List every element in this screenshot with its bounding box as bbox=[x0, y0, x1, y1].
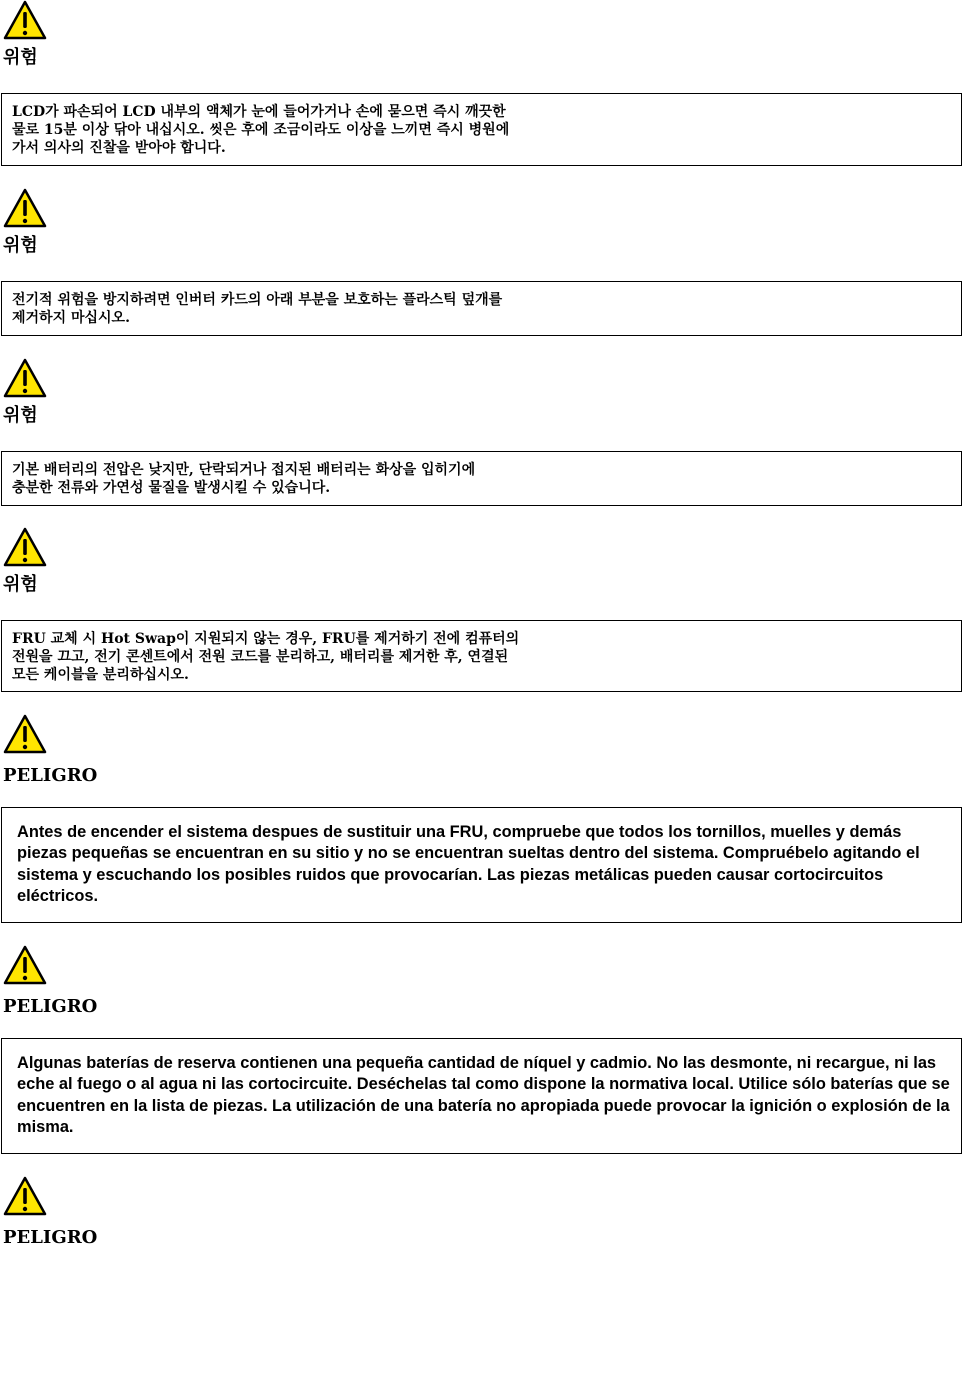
notice-box bbox=[1, 281, 962, 336]
warning-icon bbox=[3, 1176, 47, 1216]
warning-icon bbox=[3, 527, 47, 567]
peligro-heading: PELIGRO bbox=[3, 765, 98, 786]
warning-icon bbox=[3, 0, 47, 40]
notice-box bbox=[1, 620, 962, 692]
notice-box bbox=[1, 807, 962, 923]
notice-box bbox=[1, 451, 962, 506]
danger-heading: 위험 bbox=[3, 235, 38, 256]
notice-text: 기본 배터리의 전압은 낮지만, 단락되거나 접지된 배터리는 화상을 입히기에 충분한 전류와 가연성 물질을 발생시킬 수 있습니다. bbox=[12, 462, 476, 496]
danger-heading: 위험 bbox=[3, 574, 38, 595]
notice-box bbox=[1, 1038, 962, 1154]
warning-icon bbox=[3, 188, 47, 228]
notice-text: Algunas baterías de reserva contienen una pequeña cantidad de níquel y cadmio. No las desmonte, ni recargue, ni las eche al fuego o al agua ni las cortocircuite. Deséchelas tal como dispone la normativa local. Utilice sólo baterías que se encuentren en la lista de piezas. La utilización de una batería no apropiada puede provocar la ignición o explosión de la misma. bbox=[17, 1054, 950, 1136]
notice-text: LCD가 파손되어 LCD 내부의 액체가 눈에 들어가거나 손에 묻으면 즉시 깨끗한 물로 15분 이상 닦아 내십시오. 씻은 후에 조금이라도 이상을 느끼면 즉시 병원에 가서 의사의 진찰을 받아야 합니다. bbox=[12, 104, 510, 156]
danger-heading: 위험 bbox=[3, 405, 38, 426]
notice-box bbox=[1, 93, 962, 166]
notice-text: FRU 교체 시 Hot Swap이 지원되지 않는 경우, FRU를 제거하기 전에 컴퓨터의 전원을 끄고, 전기 콘센트에서 전원 코드를 분리하고, 배터리를 제거한 후, 연결된 모든 케이블을 분리하십시오. bbox=[12, 631, 520, 683]
warning-icon bbox=[3, 714, 47, 754]
peligro-heading: PELIGRO bbox=[3, 996, 98, 1017]
notice-text: Antes de encender el sistema despues de sustituir una FRU, compruebe que todos los tornillos, muelles y demás piezas pequeñas se encuentran en su sitio y no se encuentran sueltas dentro del sistema. Compruébelo agitando el sistema y escuchando los posibles ruidos que provocarían. Las piezas metálicas pueden causar cortocircuitos eléctricos. bbox=[17, 823, 920, 905]
warning-icon bbox=[3, 945, 47, 985]
danger-heading: 위험 bbox=[3, 47, 38, 68]
warning-icon bbox=[3, 358, 47, 398]
peligro-heading: PELIGRO bbox=[3, 1227, 98, 1248]
notice-text: 전기적 위험을 방지하려면 인버터 카드의 아래 부분을 보호하는 플라스틱 덮개를 제거하지 마십시오. bbox=[12, 292, 503, 326]
